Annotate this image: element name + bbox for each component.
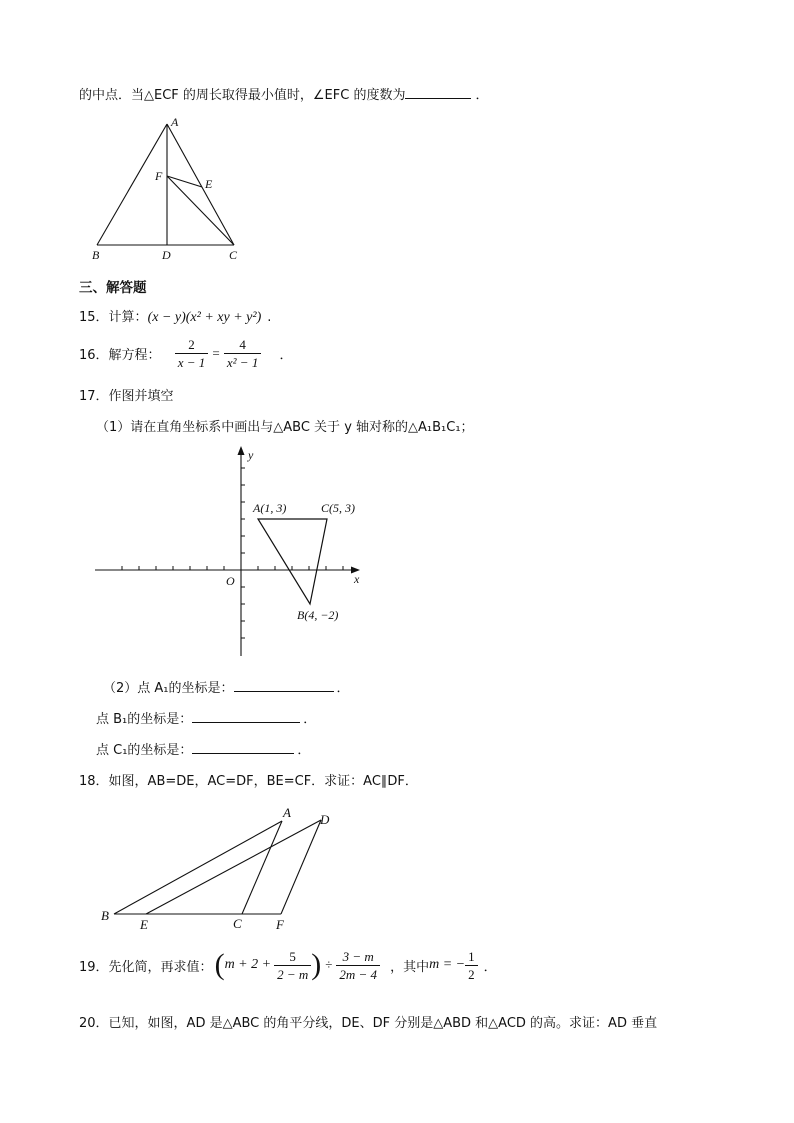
triangle-figure-1 <box>88 114 253 266</box>
segment-df <box>281 820 321 914</box>
q15-number: 15． <box>79 310 109 325</box>
q18-number: 18． <box>79 774 109 789</box>
segment-ed <box>146 820 321 914</box>
q19-condition-expr: m = − <box>429 957 466 972</box>
question-16 <box>79 337 292 370</box>
x-axis-label: x <box>354 572 360 586</box>
q15-label: 计算： <box>108 310 148 325</box>
q19-end: ． <box>483 959 497 975</box>
q19-fraction-2: $\frac{3 - m}{2m - 4}$ <box>336 949 380 982</box>
q16-end: ． <box>279 348 293 363</box>
y-axis-arrow <box>238 446 245 455</box>
top-line-text: 的中点．当△ECF 的周长取得最小值时，∠EFC 的度数为 <box>79 88 406 103</box>
segment-ac <box>242 821 282 914</box>
label-e: E <box>205 177 213 191</box>
answer-blank[interactable] <box>405 86 471 99</box>
segment-ac <box>167 124 234 245</box>
label-d: D <box>320 812 330 827</box>
q16-label: 解方程： <box>108 348 161 363</box>
c1-answer-blank[interactable] <box>192 741 294 754</box>
triangle-abc <box>258 519 327 604</box>
q19-number: 19． <box>79 959 109 975</box>
label-f: F <box>155 169 163 183</box>
q18-text: 如图，AB=DE，AC=DF，BE=CF．求证：AC∥DF． <box>108 774 418 789</box>
section-heading: 三、解答题 <box>79 280 147 296</box>
question-20 <box>79 1012 657 1031</box>
q15-expression: (x − y)(x² + xy + y²) <box>147 310 262 325</box>
q17-number: 17． <box>79 389 109 404</box>
q19-fraction-3: $\frac{1}{2}$ <box>465 949 478 982</box>
q17-part-1: （1）请在直角坐标系中画出与△ABC 关于 y 轴对称的△A₁B₁C₁； <box>96 420 474 435</box>
question-19 <box>79 944 497 986</box>
q20-number: 20． <box>79 1016 109 1031</box>
q16-fraction-left: $\frac{2}{x - 1}$ <box>175 337 209 370</box>
label-a: A <box>283 805 291 820</box>
q15-end: . <box>267 310 272 325</box>
q16-equals: = <box>212 345 220 361</box>
q17-title: 作图并填空 <box>108 389 174 404</box>
label-f: F <box>276 917 284 932</box>
point-a-label: A(1, 3) <box>253 501 287 515</box>
q19-part1: m + 2 + <box>224 957 272 972</box>
a1-answer-blank[interactable] <box>234 679 334 692</box>
label-c: C <box>229 248 238 262</box>
q16-number: 16． <box>79 348 109 363</box>
point-c-label: C(5, 3) <box>321 501 355 515</box>
q17-part-2: （2）点 A₁的坐标是： ． <box>103 681 350 696</box>
q19-condition: ，其中 <box>390 959 430 975</box>
q16-fraction-right: $\frac{4}{\text{x² − 1}}$ <box>224 337 261 370</box>
question-17 <box>79 385 174 404</box>
question-15 <box>79 306 271 326</box>
q17-part-4: 点 C₁的坐标是： ． <box>96 743 311 758</box>
segment-ba <box>114 821 282 914</box>
segment-ab <box>97 124 167 245</box>
label-b: B <box>92 248 100 262</box>
label-c: C <box>233 916 242 931</box>
label-e: E <box>140 917 148 932</box>
origin-label: O <box>226 574 235 588</box>
y-axis-label: y <box>248 448 254 462</box>
q19-divide: ÷ <box>325 957 333 972</box>
q19-open-paren: ( <box>214 948 225 981</box>
q19-fraction-1: $\frac{5}{2 - m}$ <box>274 949 311 982</box>
label-a: A <box>171 115 179 129</box>
q19-close-paren: ) <box>311 948 322 981</box>
q19-label: 先化简，再求值： <box>108 959 213 975</box>
triangles-figure-18 <box>96 802 341 935</box>
top-line-end: ． <box>475 88 489 103</box>
coordinate-figure <box>92 446 372 661</box>
q17-part-3: 点 B₁的坐标是： ． <box>96 712 317 727</box>
question-18 <box>79 770 418 789</box>
q20-text: 已知，如图，AD 是△ABC 的角平分线，DE、DF 分别是△ABD 和△ACD 的高。求证：AD 垂直 <box>108 1016 658 1031</box>
b1-answer-blank[interactable] <box>192 710 300 723</box>
point-b-label: B(4, −2) <box>297 608 339 622</box>
label-b: B <box>101 908 109 923</box>
top-line <box>79 84 488 103</box>
label-d: D <box>162 248 171 262</box>
